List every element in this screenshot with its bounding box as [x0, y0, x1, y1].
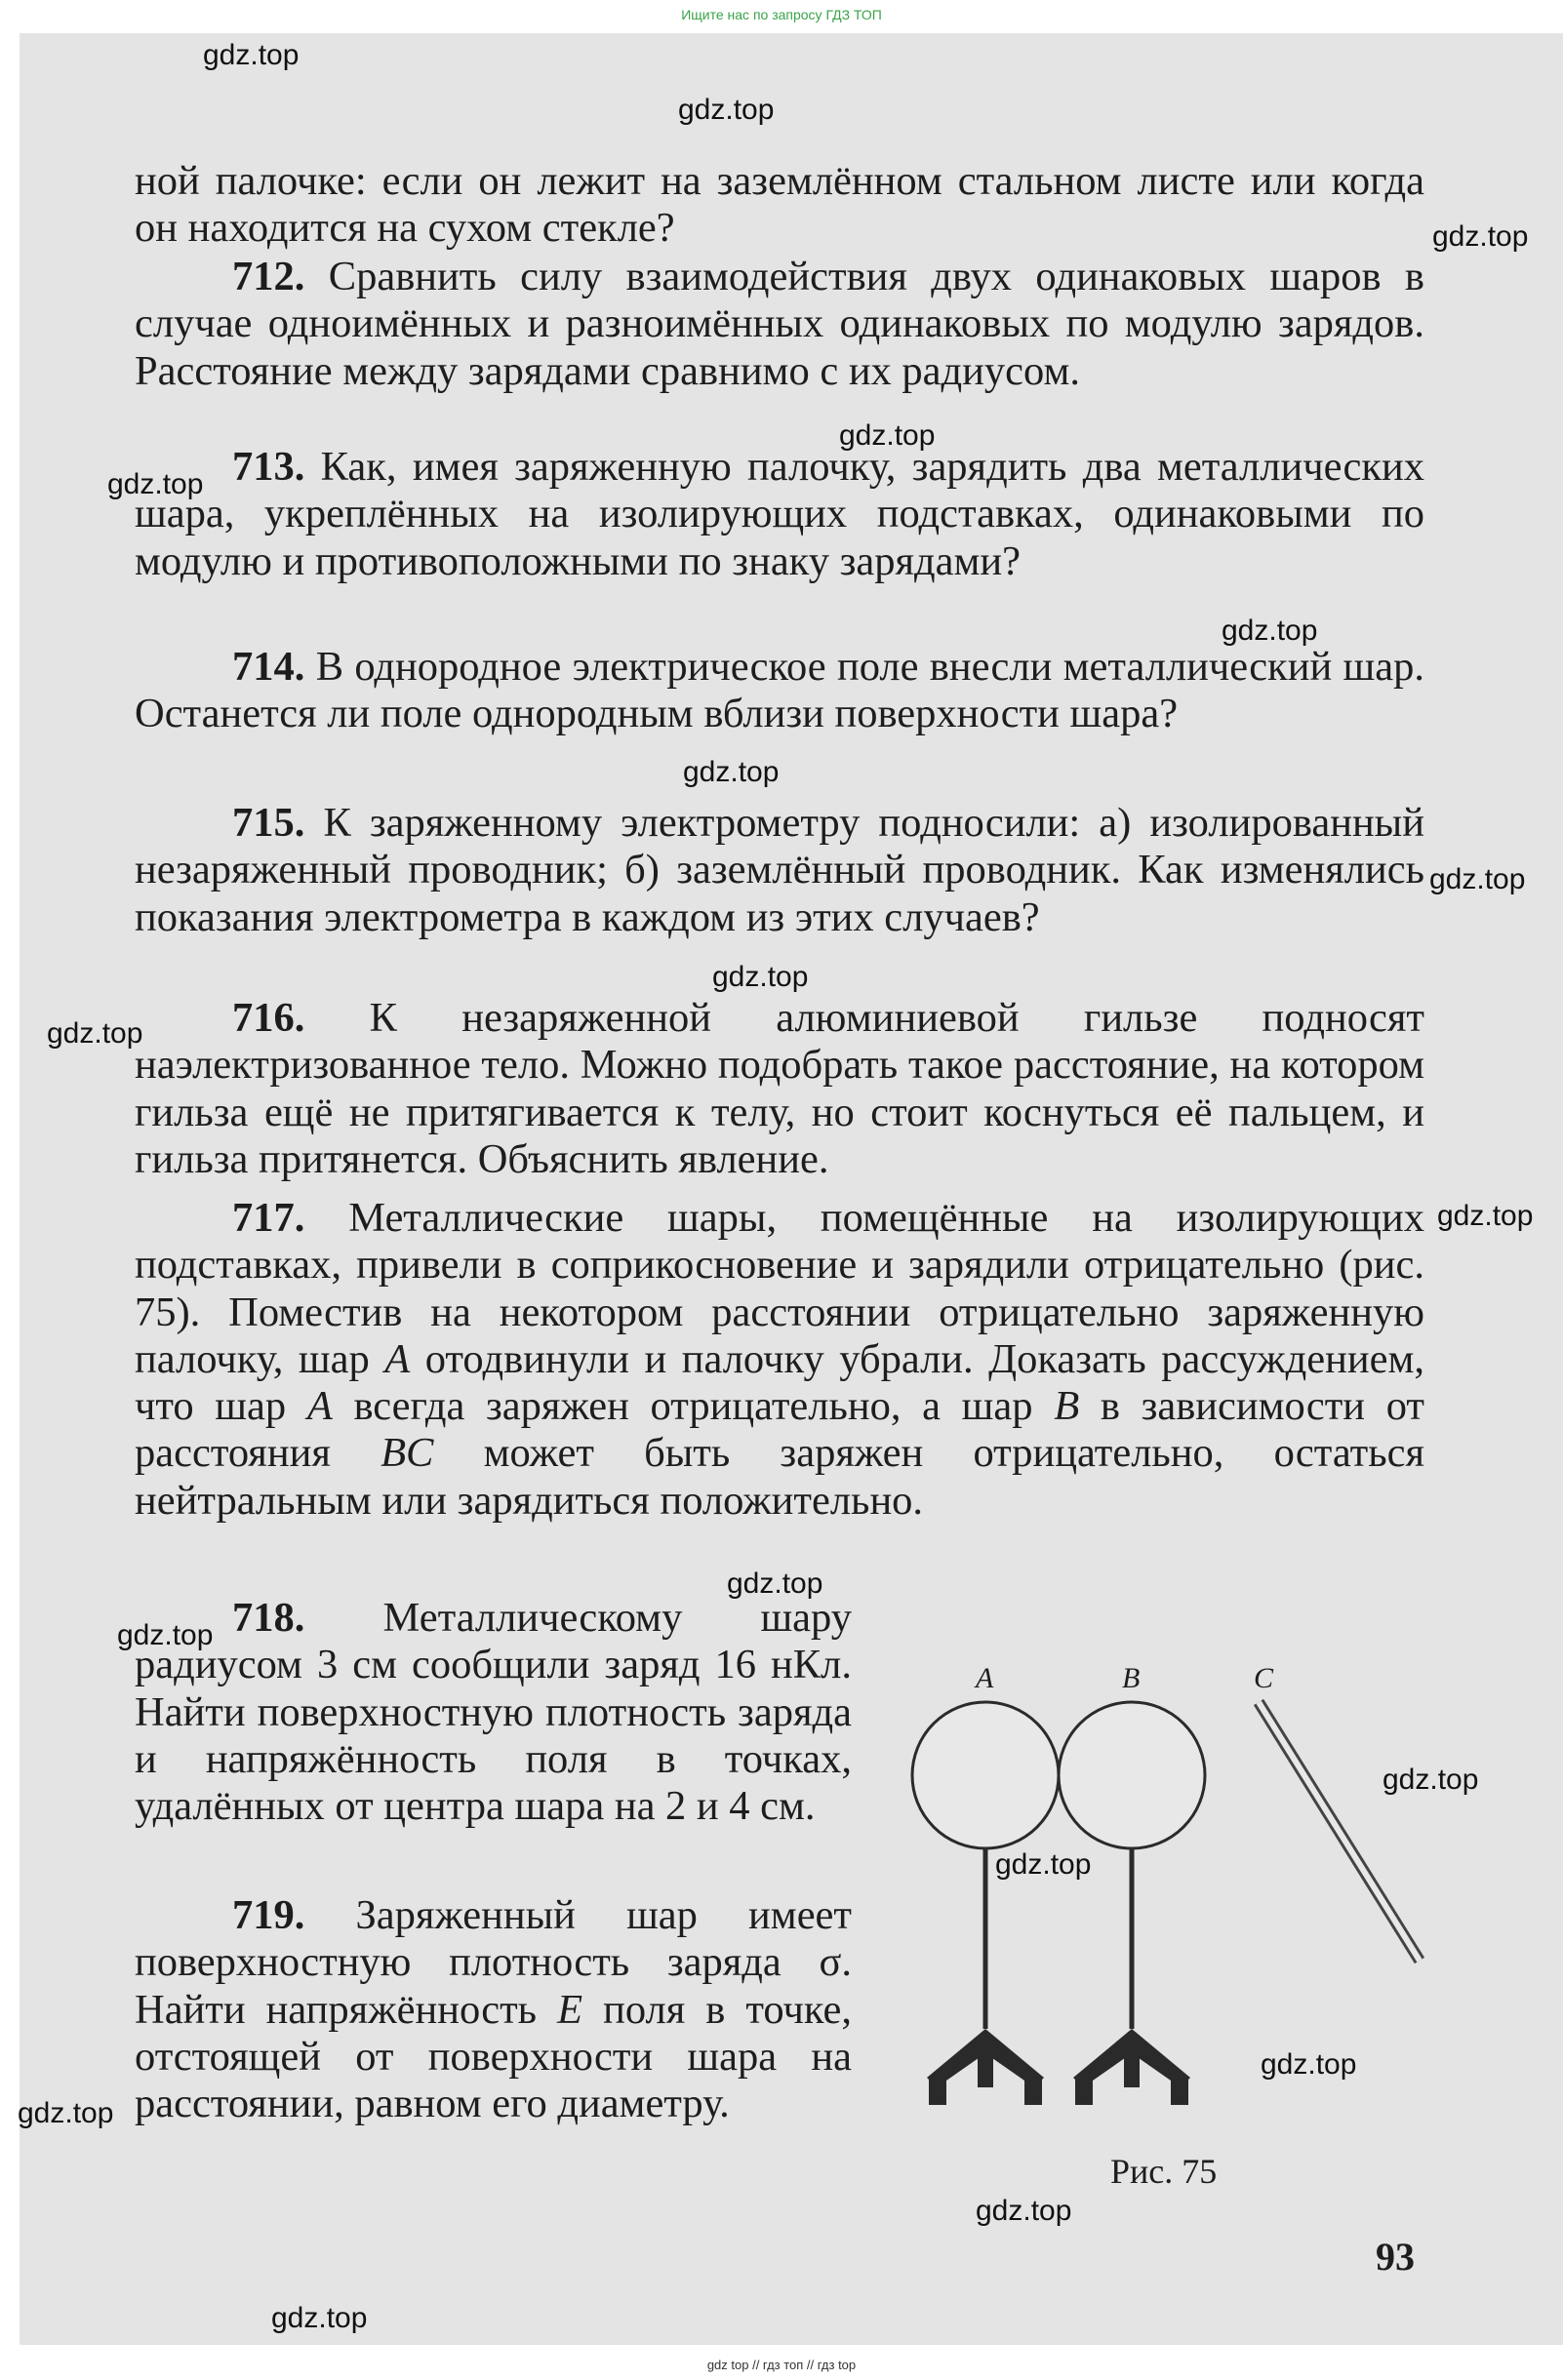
watermark: gdz.top [271, 2302, 368, 2334]
sphere-a [912, 1702, 1059, 1848]
watermark: gdz.top [1432, 220, 1529, 253]
watermark: gdz.top [678, 94, 775, 126]
problem-number: 714. [232, 644, 305, 690]
label-b: B [1122, 1662, 1141, 1694]
watermark: gdz.top [976, 2195, 1072, 2227]
problem-number: 715. [232, 800, 305, 846]
problem-714: 714. В однородное электрическое поле внесли металлический шар. Останется ли поле однородным вблизи поверхности шара? [135, 644, 1424, 737]
watermark: gdz.top [995, 1848, 1092, 1881]
watermark: gdz.top [1261, 2048, 1357, 2081]
foot [1075, 2078, 1093, 2105]
watermark: gdz.top [107, 468, 204, 500]
problem-number: 716. [232, 995, 305, 1041]
foot [1024, 2078, 1042, 2105]
problem-number: 712. [232, 254, 305, 299]
top-banner: Ищите нас по запросу ГДЗ ТОП [681, 7, 882, 22]
foot [1171, 2078, 1188, 2105]
watermark: gdz.top [117, 1619, 214, 1651]
watermark: gdz.top [47, 1017, 143, 1050]
watermark: gdz.top [683, 756, 780, 788]
watermark: gdz.top [1383, 1764, 1479, 1796]
problem-712: 712. Сравнить силу взаимодействия двух одинаковых шаров в случае одноимённых и разноимённых одинаковых по модулю зарядов. Расстояние между зарядами сравнимо с их радиусом. [135, 254, 1424, 394]
foot [978, 2048, 993, 2087]
problem-716: 716. К незаряженной алюминиевой гильзе подносят наэлектризованное тело. Можно подобрать такое расстояние, на котором гильза ещё не притягивается к телу, но стоит коснуться её пальцем, и гильза притянется. Объяснить явление. [135, 995, 1424, 1182]
problem-number: 719. [232, 1892, 305, 1938]
problem-718: 718. Металлическому шару радиусом 3 см сообщили заряд 16 нКл. Найти поверхностную плотность заряда и напряжённость поля в точках, удалённых от центра шара на 2 и 4 см. [135, 1595, 852, 1830]
problem-717: 717. Металлические шары, помещённые на изолирующих подставках, привели в соприкосновение и зарядили отрицательно (рис. 75). Поместив на некотором расстоянии отрицательно заряженную палочку, шар A отодвинули и палочку убрали. Доказать рассуждением, что шар A всегда заряжен отрицательно, а шар B в зависимости от расстояния BC может быть заряжен отрицательно, остаться нейтральным или зарядиться положительно. [135, 1195, 1424, 1524]
paragraph-continuation: ной палочке: если он лежит на заземлённом стальном листе или когда он находится на сухом стекле? [135, 158, 1424, 252]
page-number: 93 [1376, 2235, 1415, 2279]
footer-banner: gdz top // гдз топ // гдз top [706, 2358, 857, 2372]
problem-713: 713. Как, имея заряженную палочку, зарядить два металлических шара, укреплённых на изолирующих подставках, одинаковыми по модулю и противоположными по знаку зарядами? [135, 444, 1424, 584]
label-c: C [1254, 1662, 1274, 1694]
label-a: A [976, 1662, 994, 1694]
problem-number: 713. [232, 444, 305, 490]
watermark: gdz.top [18, 2097, 114, 2129]
problem-number: 717. [232, 1195, 305, 1241]
problem-number: 718. [232, 1595, 305, 1641]
foot [1124, 2048, 1140, 2087]
watermark: gdz.top [727, 1567, 823, 1600]
problem-715: 715. К заряженному электрометру подносили: а) изолированный незаряженный проводник; б) заземлённый проводник. Как изменялись показания электрометра в каждом из этих случаев? [135, 800, 1424, 940]
watermark: gdz.top [1437, 1200, 1534, 1232]
watermark: gdz.top [1429, 863, 1526, 895]
figure-caption: Рис. 75 [1110, 2152, 1218, 2191]
watermark: gdz.top [712, 961, 809, 993]
watermark: gdz.top [1222, 615, 1318, 647]
watermark: gdz.top [839, 419, 936, 452]
foot [929, 2078, 946, 2105]
problem-719: 719. Заряженный шар имеет поверхностную плотность заряда σ. Найти напряжённость E поля в точке, отстоящей от поверхности шара на расстоянии, равном его диаметру. [135, 1892, 852, 2127]
watermark: gdz.top [203, 39, 300, 71]
sphere-b [1059, 1702, 1205, 1848]
